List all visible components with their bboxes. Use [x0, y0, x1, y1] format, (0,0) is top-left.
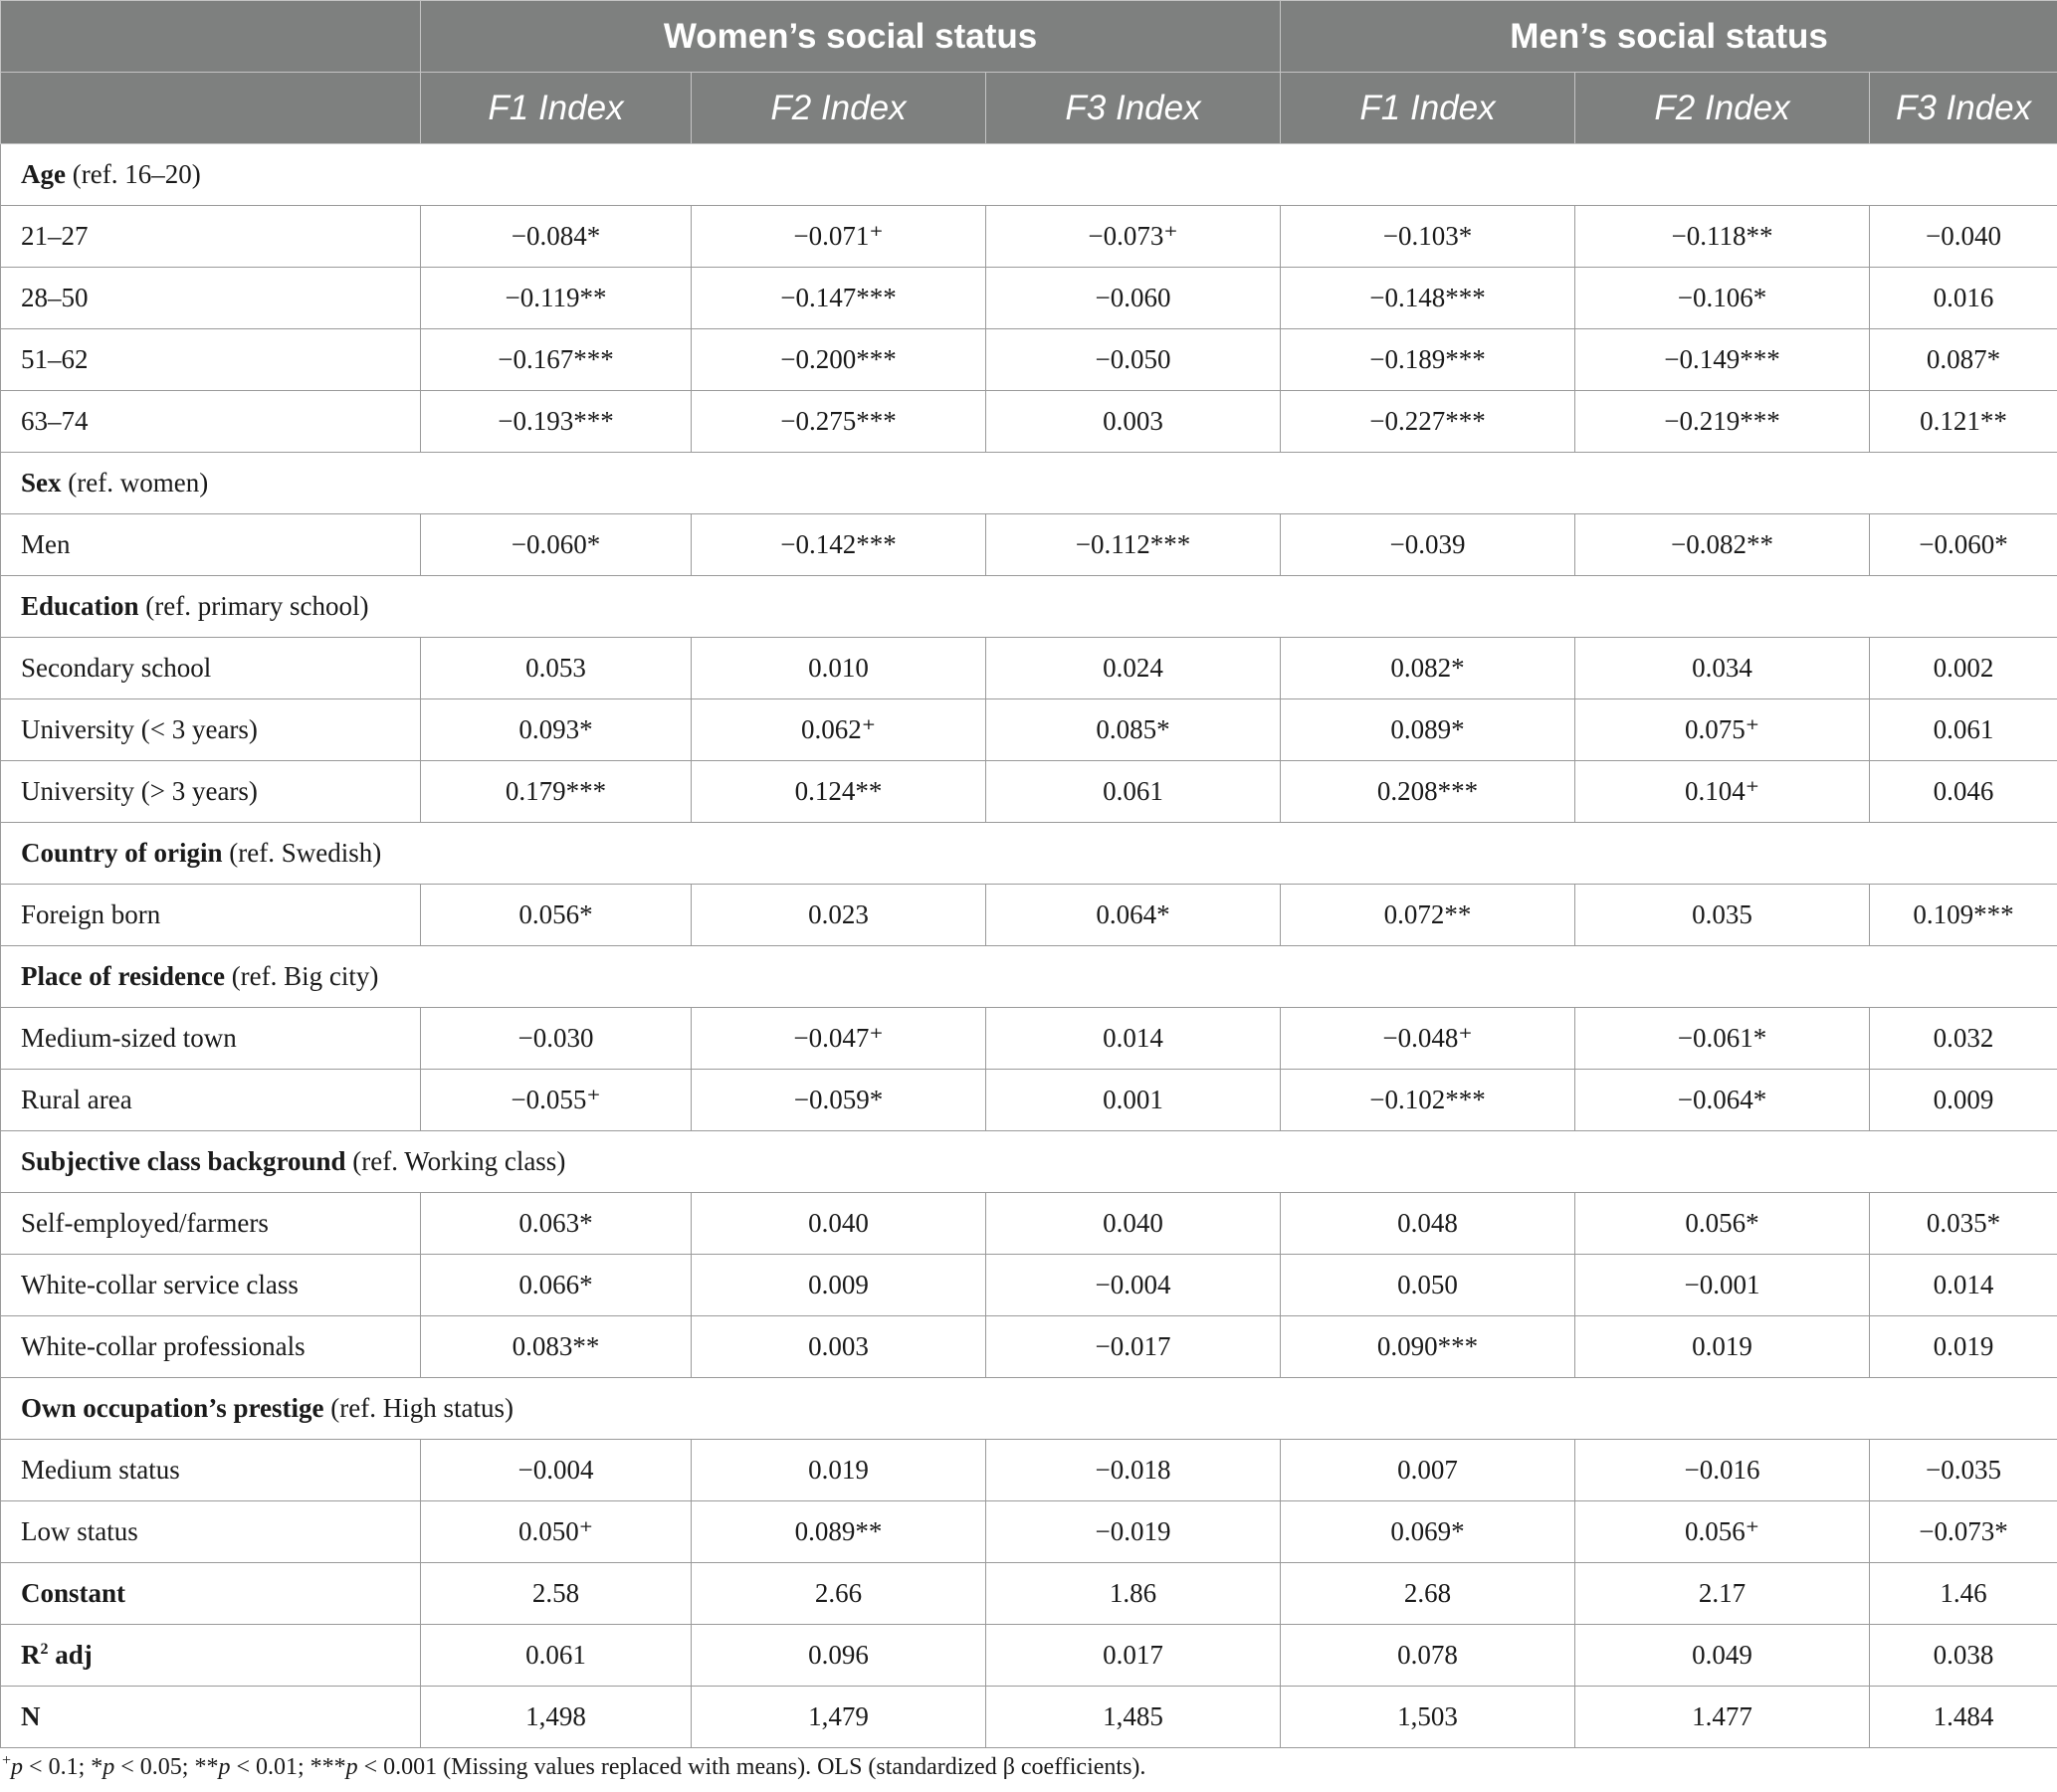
table-cell: −0.167*** [421, 329, 692, 391]
table-row [1, 514, 2057, 576]
header-group-row [1, 1, 2057, 73]
row-label: 21–27 [1, 206, 421, 268]
header-corner-cell [1, 73, 421, 144]
table-row [1, 329, 2057, 391]
table-cell: −0.147*** [692, 268, 986, 329]
table-cell: 0.010 [692, 638, 986, 699]
table-cell: 0.208*** [1281, 761, 1575, 823]
header-women-f2: F2 Index [692, 73, 986, 144]
table-cell: −0.001 [1575, 1255, 1870, 1316]
table-cell: −0.082** [1575, 514, 1870, 576]
section-ref: (ref. Big city) [231, 961, 379, 991]
table-cell: 1,503 [1281, 1687, 1575, 1748]
table-cell: −0.119** [421, 268, 692, 329]
table-cell: −0.040 [1870, 206, 2057, 268]
table-cell: −0.103* [1281, 206, 1575, 268]
table-cell: −0.047⁺ [692, 1008, 986, 1070]
table-cell: −0.061* [1575, 1008, 1870, 1070]
row-label: Medium status [1, 1440, 421, 1501]
table-cell: −0.112*** [986, 514, 1281, 576]
section-ref: (ref. primary school) [145, 591, 369, 621]
row-label: Secondary school [1, 638, 421, 699]
table-row-constant [1, 1563, 2057, 1625]
table-cell: 0.034 [1575, 638, 1870, 699]
table-cell: 0.056⁺ [1575, 1501, 1870, 1563]
section-title: Age [21, 159, 66, 189]
section-header-row [1, 946, 2057, 1008]
table-cell: 0.050⁺ [421, 1501, 692, 1563]
section-title: Education [21, 591, 139, 621]
table-cell: 0.003 [986, 391, 1281, 453]
table-cell: −0.118** [1575, 206, 1870, 268]
row-label-n: N [1, 1687, 421, 1748]
table-cell: −0.275*** [692, 391, 986, 453]
section-header-row [1, 1131, 2057, 1193]
table-cell: −0.055⁺ [421, 1070, 692, 1131]
table-cell: 0.090*** [1281, 1316, 1575, 1378]
table-row [1, 699, 2057, 761]
table-cell: 0.040 [692, 1193, 986, 1255]
header-men-f1: F1 Index [1281, 73, 1575, 144]
table-cell: −0.227*** [1281, 391, 1575, 453]
table-cell: 0.053 [421, 638, 692, 699]
header-index-row [1, 73, 2057, 144]
table-cell: −0.039 [1281, 514, 1575, 576]
table-cell: 0.007 [1281, 1440, 1575, 1501]
table-row [1, 1255, 2057, 1316]
table-cell: 0.083** [421, 1316, 692, 1378]
section-title: Subjective class background [21, 1146, 346, 1176]
table-row [1, 206, 2057, 268]
row-label-constant: Constant [1, 1563, 421, 1625]
section-title-cell [1, 453, 2057, 514]
section-ref: (ref. Swedish) [229, 838, 382, 868]
table-cell: −0.149*** [1575, 329, 1870, 391]
table-footnote: +p < 0.1; *p < 0.05; **p < 0.01; ***p < 0.001 (Missing values replaced with means). OLS (standardized β coefficients). [2, 1752, 1146, 1780]
table-cell: 0.063* [421, 1193, 692, 1255]
header-men-f2: F2 Index [1575, 73, 1870, 144]
table-cell: 0.121** [1870, 391, 2057, 453]
table-cell: −0.189*** [1281, 329, 1575, 391]
table-cell: −0.060* [421, 514, 692, 576]
table-cell: 1.46 [1870, 1563, 2057, 1625]
table-cell: −0.018 [986, 1440, 1281, 1501]
table-row [1, 1008, 2057, 1070]
table-cell: 2.58 [421, 1563, 692, 1625]
table-row-n [1, 1687, 2057, 1748]
table-cell: 0.002 [1870, 638, 2057, 699]
table-cell: 0.089* [1281, 699, 1575, 761]
section-ref: (ref. Working class) [352, 1146, 566, 1176]
table-cell: 0.072** [1281, 885, 1575, 946]
table-cell: −0.060 [986, 268, 1281, 329]
table-cell: 0.075⁺ [1575, 699, 1870, 761]
section-title: Own occupation’s prestige [21, 1393, 324, 1423]
row-label: 51–62 [1, 329, 421, 391]
table-cell: −0.073⁺ [986, 206, 1281, 268]
table-cell: −0.059* [692, 1070, 986, 1131]
table-cell: 0.056* [421, 885, 692, 946]
table-cell: 0.024 [986, 638, 1281, 699]
table-cell: −0.035 [1870, 1440, 2057, 1501]
table-row-r2-adj [1, 1625, 2057, 1687]
table-cell: 0.009 [1870, 1070, 2057, 1131]
section-title: Sex [21, 468, 62, 498]
row-label: University (> 3 years) [1, 761, 421, 823]
section-title-cell [1, 823, 2057, 885]
row-label: White-collar professionals [1, 1316, 421, 1378]
table-cell: 0.082* [1281, 638, 1575, 699]
table-cell: −0.048⁺ [1281, 1008, 1575, 1070]
table-cell: 0.066* [421, 1255, 692, 1316]
row-label: Men [1, 514, 421, 576]
header-men-social-status: Men’s social status [1281, 1, 2057, 73]
table-row [1, 1193, 2057, 1255]
table-row [1, 761, 2057, 823]
header-women-social-status: Women’s social status [421, 1, 1281, 73]
table-cell: 0.089** [692, 1501, 986, 1563]
row-label: Low status [1, 1501, 421, 1563]
table-cell: 0.019 [692, 1440, 986, 1501]
table-cell: 2.17 [1575, 1563, 1870, 1625]
table-cell: 0.085* [986, 699, 1281, 761]
table-cell: 1,498 [421, 1687, 692, 1748]
table-cell: −0.084* [421, 206, 692, 268]
section-title-cell [1, 576, 2057, 638]
table-row [1, 1501, 2057, 1563]
table-cell: −0.219*** [1575, 391, 1870, 453]
section-ref: (ref. women) [68, 468, 209, 498]
table-cell: 0.038 [1870, 1625, 2057, 1687]
section-header-row [1, 576, 2057, 638]
table-cell: 0.023 [692, 885, 986, 946]
table-cell: 1.484 [1870, 1687, 2057, 1748]
table-cell: 0.179*** [421, 761, 692, 823]
row-label: University (< 3 years) [1, 699, 421, 761]
table-row [1, 1070, 2057, 1131]
table-cell: −0.017 [986, 1316, 1281, 1378]
section-title: Place of residence [21, 961, 225, 991]
table-cell: −0.106* [1575, 268, 1870, 329]
table-cell: −0.071⁺ [692, 206, 986, 268]
table-cell: 0.109*** [1870, 885, 2057, 946]
table-cell: −0.064* [1575, 1070, 1870, 1131]
table-header [1, 1, 2057, 144]
table-row [1, 268, 2057, 329]
table-cell: 1,479 [692, 1687, 986, 1748]
table-cell: −0.016 [1575, 1440, 1870, 1501]
header-women-f3: F3 Index [986, 73, 1281, 144]
table-cell: 0.014 [986, 1008, 1281, 1070]
table-cell: 1.86 [986, 1563, 1281, 1625]
section-header-row [1, 823, 2057, 885]
row-label-r2-adj: $R^2$ adj [1, 1625, 421, 1687]
table-cell: 0.069* [1281, 1501, 1575, 1563]
table-cell: 0.064* [986, 885, 1281, 946]
table-cell: 1.477 [1575, 1687, 1870, 1748]
table-cell: 0.050 [1281, 1255, 1575, 1316]
table-cell: 1,485 [986, 1687, 1281, 1748]
row-label: 63–74 [1, 391, 421, 453]
table-cell: −0.142*** [692, 514, 986, 576]
section-title-cell [1, 1378, 2057, 1440]
row-label: 28–50 [1, 268, 421, 329]
table-cell: 0.104⁺ [1575, 761, 1870, 823]
row-label: White-collar service class [1, 1255, 421, 1316]
table-cell: 0.061 [421, 1625, 692, 1687]
table-cell: 0.016 [1870, 268, 2057, 329]
table-cell: 0.003 [692, 1316, 986, 1378]
table-row [1, 885, 2057, 946]
table-cell: 0.014 [1870, 1255, 2057, 1316]
table-row [1, 1316, 2057, 1378]
table-cell: −0.050 [986, 329, 1281, 391]
table-cell: 2.66 [692, 1563, 986, 1625]
table-row [1, 1440, 2057, 1501]
section-title: Country of origin [21, 838, 223, 868]
table-cell: −0.200*** [692, 329, 986, 391]
table-cell: −0.030 [421, 1008, 692, 1070]
section-ref: (ref. 16–20) [72, 159, 201, 189]
table-cell: 2.68 [1281, 1563, 1575, 1625]
table-cell: 0.009 [692, 1255, 986, 1316]
section-title-cell [1, 946, 2057, 1008]
table-cell: 0.017 [986, 1625, 1281, 1687]
table-cell: 0.040 [986, 1193, 1281, 1255]
table-cell: 0.019 [1870, 1316, 2057, 1378]
header-corner-cell [1, 1, 421, 73]
table-cell: 0.061 [986, 761, 1281, 823]
table-cell: −0.004 [986, 1255, 1281, 1316]
table-cell: −0.019 [986, 1501, 1281, 1563]
header-men-f3: F3 Index [1870, 73, 2057, 144]
table-cell: −0.193*** [421, 391, 692, 453]
table-cell: 0.035 [1575, 885, 1870, 946]
section-title-cell [1, 1131, 2057, 1193]
table-cell: 0.001 [986, 1070, 1281, 1131]
table-cell: 0.093* [421, 699, 692, 761]
table-cell: 0.061 [1870, 699, 2057, 761]
table-cell: 0.035* [1870, 1193, 2057, 1255]
table-cell: 0.056* [1575, 1193, 1870, 1255]
header-women-f1: F1 Index [421, 73, 692, 144]
table-cell: 0.048 [1281, 1193, 1575, 1255]
table-body [1, 144, 2057, 1748]
table-cell: 0.124** [692, 761, 986, 823]
table-cell: 0.032 [1870, 1008, 2057, 1070]
table-cell: −0.004 [421, 1440, 692, 1501]
row-label: Medium-sized town [1, 1008, 421, 1070]
table-cell: 0.062⁺ [692, 699, 986, 761]
table-cell: 0.046 [1870, 761, 2057, 823]
table-cell: 0.049 [1575, 1625, 1870, 1687]
table-cell: −0.148*** [1281, 268, 1575, 329]
section-header-row [1, 453, 2057, 514]
table-cell: 0.019 [1575, 1316, 1870, 1378]
section-header-row [1, 1378, 2057, 1440]
row-label: Rural area [1, 1070, 421, 1131]
row-label: Foreign born [1, 885, 421, 946]
table-cell: −0.102*** [1281, 1070, 1575, 1131]
table-cell: 0.087* [1870, 329, 2057, 391]
table-cell: 0.096 [692, 1625, 986, 1687]
table-cell: 0.078 [1281, 1625, 1575, 1687]
section-title-cell [1, 144, 2057, 206]
table-cell: −0.060* [1870, 514, 2057, 576]
row-label: Self-employed/farmers [1, 1193, 421, 1255]
table-row [1, 391, 2057, 453]
table-row [1, 638, 2057, 699]
section-ref: (ref. High status) [330, 1393, 514, 1423]
section-header-row [1, 144, 2057, 206]
table-cell: −0.073* [1870, 1501, 2057, 1563]
